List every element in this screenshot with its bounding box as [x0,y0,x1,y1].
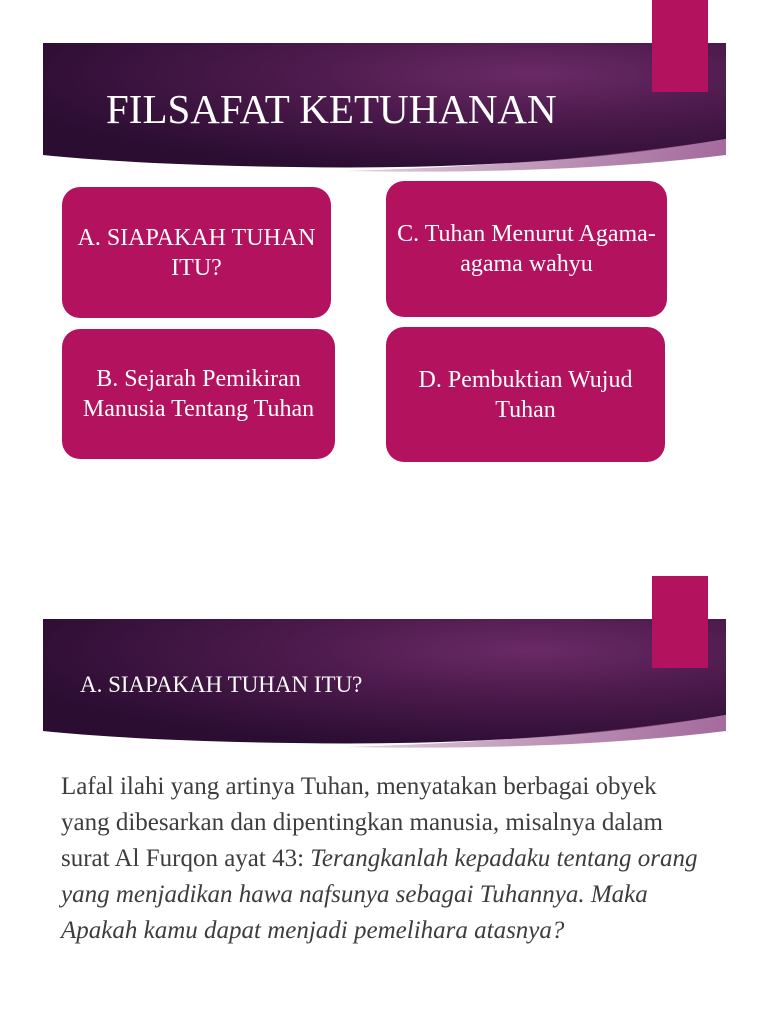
accent-tab [652,0,708,92]
slide-title: FILSAFAT KETUHANAN [106,86,557,132]
title-banner [43,43,726,193]
section-title: A. SIAPAKAH TUHAN ITU? [80,672,363,697]
quote-text: Terangkanlah kepadaku tentang orang yang menjadikan hawa nafsunya sebagai Tuhannya. Maka Apakah kamu dapat menjadi pemelihara atasnya? [61,845,698,944]
topic-card-b[interactable]: B. Sejarah Pemikiran Manusia Tentang Tuhan [62,329,335,459]
slide-2 [0,576,768,1024]
accent-tab [652,576,708,668]
topic-card-c[interactable]: C. Tuhan Menurut Agama-agama wahyu [386,181,667,317]
section-banner [43,619,726,769]
body-text [61,769,711,949]
topic-card-d[interactable]: D. Pembuktian Wujud Tuhan [386,327,665,462]
topic-card-a[interactable]: A. SIAPAKAH TUHAN ITU? [62,187,331,318]
body-paragraph: Lafal ilahi yang artinya Tuhan, menyatakan berbagai obyek yang dibesarkan dan dipentingkan manusia, misalnya dalam surat Al Furqon ayat 43: [61,773,663,872]
